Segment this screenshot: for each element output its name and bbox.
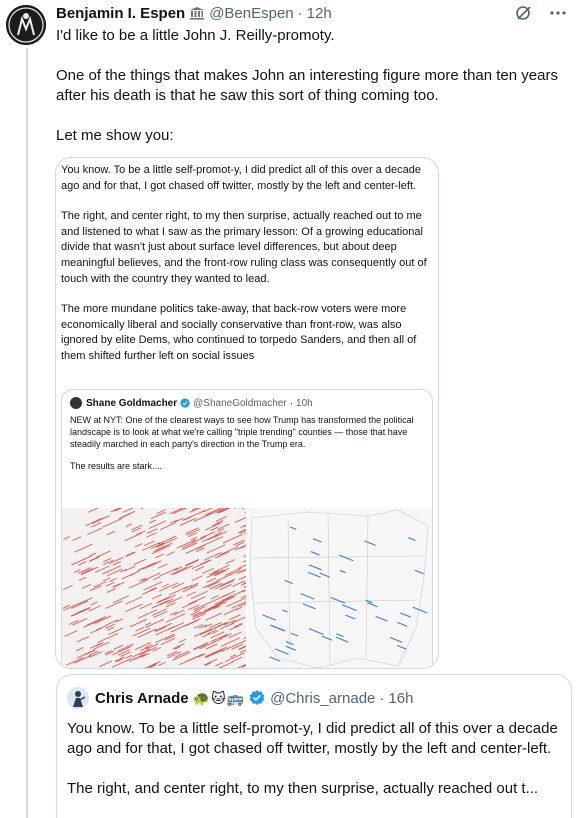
thread-connector-line bbox=[26, 48, 28, 818]
map-arrow bbox=[71, 601, 88, 608]
map-arrow bbox=[79, 598, 92, 604]
map-arrow bbox=[63, 585, 73, 589]
map-arrow bbox=[236, 542, 244, 546]
map-arrow bbox=[107, 627, 113, 630]
map-arrow bbox=[186, 560, 199, 566]
map-arrow bbox=[129, 579, 148, 588]
map-arrow bbox=[99, 661, 112, 667]
map-arrow bbox=[143, 573, 160, 581]
map-arrow bbox=[235, 515, 246, 523]
screenshot-text bbox=[61, 163, 433, 380]
map-arrow bbox=[205, 649, 222, 657]
embedded-tweet-header bbox=[70, 397, 313, 409]
map-arrow bbox=[149, 520, 155, 523]
map-arrow bbox=[215, 662, 223, 665]
author-avatar[interactable] bbox=[6, 5, 46, 45]
map-arrow bbox=[132, 528, 142, 532]
quoted-separator: · bbox=[379, 689, 385, 707]
map-arrow bbox=[216, 516, 226, 521]
embedded-tweet bbox=[61, 389, 433, 669]
government-building-icon bbox=[189, 6, 205, 20]
map-arrow bbox=[397, 622, 407, 626]
map-arrow bbox=[106, 582, 114, 586]
map-arrow bbox=[390, 637, 402, 642]
map-arrow bbox=[160, 523, 176, 530]
map-arrow bbox=[346, 615, 355, 619]
map-arrow bbox=[192, 536, 206, 542]
post-paragraph: One of the things that makes John an interesting figure more than ten years after his death is that he saw this sort of thing coming too. bbox=[56, 67, 558, 104]
map-arrow bbox=[121, 652, 131, 656]
map-arrow bbox=[244, 550, 246, 557]
map-arrow bbox=[376, 616, 388, 621]
map-arrow bbox=[207, 537, 215, 540]
map-arrow bbox=[96, 625, 107, 630]
map-arrow bbox=[194, 624, 203, 628]
map-arrow bbox=[301, 594, 315, 599]
quoted-author-avatar[interactable] bbox=[67, 687, 89, 709]
map-arrow bbox=[144, 541, 155, 546]
map-arrow bbox=[275, 649, 288, 654]
map-arrow bbox=[125, 552, 135, 557]
post-timestamp[interactable]: 12h bbox=[306, 4, 332, 22]
map-arrow bbox=[240, 567, 246, 572]
map-arrow bbox=[290, 527, 296, 529]
map-arrow bbox=[65, 631, 78, 637]
map-arrow bbox=[158, 662, 166, 665]
map-arrow bbox=[141, 508, 155, 509]
map-arrow bbox=[188, 605, 199, 610]
map-arrow bbox=[224, 609, 238, 615]
map-arrow bbox=[229, 632, 242, 638]
map-arrow bbox=[308, 572, 321, 577]
embedded-author-handle: @ShaneGoldmacher bbox=[193, 397, 287, 409]
map-arrow bbox=[130, 619, 147, 627]
map-arrow bbox=[191, 591, 208, 599]
map-arrow bbox=[145, 661, 161, 668]
embedded-author-name: Shane Goldmacher bbox=[86, 397, 178, 409]
map-arrow bbox=[78, 562, 86, 566]
map-arrow bbox=[107, 569, 122, 576]
quoted-tweet[interactable] bbox=[56, 674, 572, 818]
map-arrow bbox=[167, 552, 175, 556]
map-arrow bbox=[155, 634, 174, 643]
map-arrow bbox=[186, 592, 195, 596]
name-emoji: 🐢🐱🚌 bbox=[192, 689, 246, 706]
map-arrow bbox=[173, 644, 185, 649]
map-arrow bbox=[202, 568, 213, 573]
map-arrow bbox=[195, 567, 204, 571]
header-separator: · bbox=[297, 4, 303, 22]
map-arrow bbox=[75, 544, 93, 552]
republican-trend-map bbox=[62, 508, 246, 669]
map-arrow bbox=[229, 615, 241, 620]
map-arrow bbox=[162, 584, 169, 587]
map-arrow bbox=[114, 645, 123, 649]
map-arrow bbox=[234, 623, 243, 627]
quoted-paragraph: You know. To be a little self-promot-y, I did predict all of this over a decade ago and for that, I got chased off twitter, mostly by the left and center-left. bbox=[67, 720, 558, 757]
map-arrow bbox=[192, 576, 202, 581]
verified-badge-icon[interactable] bbox=[248, 689, 266, 707]
map-arrow bbox=[232, 581, 245, 587]
post-header bbox=[56, 2, 568, 24]
map-arrow bbox=[153, 577, 159, 580]
map-arrow bbox=[90, 558, 98, 561]
author-handle[interactable]: @BenEspen bbox=[209, 4, 294, 22]
map-arrow bbox=[92, 516, 109, 524]
screenshot-paragraph: You know. To be a little self-promot-y, I did predict all of this over a decade ago and for that, I got chased off twitter, mostly by the left and center-left. bbox=[61, 164, 421, 192]
embedded-paragraph: The results are stark.... bbox=[70, 461, 163, 471]
map-arrow bbox=[211, 595, 218, 598]
map-arrow bbox=[206, 613, 222, 620]
map-arrow bbox=[158, 536, 176, 544]
map-arrow bbox=[152, 595, 161, 599]
post-text bbox=[56, 26, 568, 146]
map-arrow bbox=[73, 537, 81, 541]
map-arrow bbox=[125, 597, 142, 605]
post-paragraph: I'd like to be a little John J. Reilly-promoty. bbox=[56, 27, 335, 44]
map-arrow bbox=[400, 613, 411, 617]
map-arrow bbox=[74, 570, 80, 573]
map-arrow bbox=[243, 557, 246, 562]
map-arrow bbox=[145, 619, 164, 628]
map-arrow bbox=[134, 559, 146, 564]
map-arrow bbox=[221, 638, 240, 647]
map-arrow bbox=[269, 657, 280, 661]
map-arrow bbox=[309, 565, 321, 570]
map-arrow bbox=[408, 538, 415, 541]
embedded-tweet-text bbox=[70, 414, 428, 482]
map-arrow bbox=[72, 608, 90, 616]
map-arrow bbox=[94, 616, 111, 624]
map-arrow bbox=[172, 652, 190, 660]
map-arrow bbox=[220, 547, 238, 555]
map-arrow bbox=[103, 518, 123, 527]
map-arrow bbox=[96, 551, 110, 557]
map-arrow bbox=[133, 628, 150, 636]
map-arrow bbox=[229, 626, 238, 630]
map-arrow bbox=[241, 593, 246, 598]
map-arrow bbox=[187, 654, 204, 662]
map-arrow bbox=[320, 573, 330, 577]
map-arrow bbox=[215, 552, 229, 558]
map-arrow bbox=[144, 582, 162, 590]
map-arrow bbox=[125, 566, 135, 571]
map-arrow bbox=[188, 597, 205, 605]
map-arrow bbox=[303, 604, 316, 609]
map-arrow bbox=[126, 524, 132, 527]
map-arrow bbox=[330, 597, 345, 603]
map-arrow bbox=[238, 660, 246, 668]
map-arrow bbox=[336, 637, 348, 642]
map-arrow bbox=[207, 578, 216, 582]
map-arrow bbox=[86, 518, 103, 526]
map-arrow bbox=[87, 528, 102, 535]
map-arrow bbox=[413, 607, 428, 613]
map-arrow bbox=[135, 544, 142, 547]
quoted-tweet-text bbox=[67, 719, 567, 799]
map-arrow bbox=[180, 518, 196, 525]
map-arrow bbox=[286, 646, 296, 650]
screenshot-paragraph: The more mundane politics take-away, that back-row voters were more economically liberal and socially conservative than front-row, was also ignored by elite Dems, who continued to torpedo Sanders, and then all of them shifted further left on social issues bbox=[61, 303, 417, 362]
author-name[interactable]: Benjamin I. Espen bbox=[56, 4, 186, 22]
map-arrow bbox=[118, 644, 134, 651]
map-arrow bbox=[129, 571, 139, 575]
map-arrow bbox=[340, 570, 346, 572]
map-arrow bbox=[77, 636, 89, 641]
verified-badge-icon bbox=[180, 398, 190, 408]
map-arrow bbox=[336, 634, 343, 637]
map-arrow bbox=[238, 563, 246, 568]
map-arrow bbox=[112, 659, 131, 668]
map-arrow bbox=[217, 662, 234, 669]
map-arrow bbox=[63, 536, 69, 539]
map-arrow bbox=[119, 514, 130, 519]
screenshot-paragraph: The right, and center right, to my then surprise, actually reached out to me and listened to what I saw as the primary lesson: Of a growing educational divide that wasn't just about surface level differences, but about deep meaningful believes, and the front-row ruling class was consequently out of touch with the country they wanted to lead. bbox=[61, 210, 427, 285]
quoted-author-name[interactable]: Chris Arnade bbox=[95, 689, 189, 707]
map-arrow bbox=[76, 648, 83, 651]
map-arrow bbox=[339, 555, 353, 561]
map-arrow bbox=[158, 564, 168, 568]
map-arrow bbox=[107, 588, 116, 592]
map-arrow bbox=[177, 540, 196, 549]
democrat-trend-map bbox=[248, 508, 433, 669]
map-arrow bbox=[221, 579, 235, 585]
map-arrow bbox=[78, 609, 86, 613]
map-arrow bbox=[131, 525, 142, 530]
map-arrow bbox=[194, 629, 211, 637]
map-arrow bbox=[365, 600, 372, 603]
map-arrow bbox=[74, 655, 91, 663]
map-arrow bbox=[138, 629, 156, 637]
map-arrow bbox=[172, 583, 184, 588]
map-arrow bbox=[179, 639, 186, 642]
map-arrow bbox=[66, 657, 84, 665]
map-arrow bbox=[367, 603, 377, 607]
map-arrow bbox=[244, 635, 246, 639]
map-arrow bbox=[103, 578, 110, 581]
state-outlines bbox=[250, 510, 428, 668]
map-arrow bbox=[313, 539, 322, 542]
map-arrow bbox=[225, 560, 234, 564]
quoted-timestamp[interactable]: 16h bbox=[388, 689, 414, 707]
map-arrow bbox=[205, 659, 218, 665]
map-arrow bbox=[87, 617, 107, 626]
map-arrow bbox=[263, 615, 276, 620]
map-arrow bbox=[342, 605, 356, 611]
embedded-paragraph: NEW at NYT: One of the clearest ways to see how Trump has transformed the political landscape is to look at what we're calling "triple trending" counties — those that have steadily marched in each party's direction in the Trump era. bbox=[70, 415, 414, 449]
post-paragraph: Let me show you: bbox=[56, 127, 174, 144]
map-arrow bbox=[97, 638, 108, 643]
map-arrow bbox=[148, 562, 160, 567]
more-options-icon[interactable] bbox=[548, 3, 568, 23]
map-arrow bbox=[155, 554, 164, 558]
map-arrow bbox=[155, 623, 172, 631]
map-arrow bbox=[242, 508, 246, 509]
quoted-paragraph: The right, and center right, to my then surprise, actually reached out t... bbox=[67, 780, 539, 797]
map-arrow bbox=[322, 636, 332, 640]
quoted-tweet-header bbox=[67, 687, 413, 709]
map-arrow bbox=[113, 584, 120, 587]
grok-icon[interactable] bbox=[514, 3, 534, 23]
map-arrow bbox=[364, 541, 375, 546]
post-image[interactable] bbox=[55, 157, 439, 669]
map-arrow bbox=[197, 510, 205, 513]
map-arrow bbox=[415, 570, 424, 573]
map-arrow bbox=[84, 650, 95, 655]
map-arrow bbox=[90, 553, 96, 556]
map-arrow bbox=[102, 566, 120, 574]
map-arrow bbox=[125, 604, 142, 612]
embedded-separator: · bbox=[289, 397, 294, 409]
map-arrow bbox=[240, 649, 246, 653]
embedded-author-avatar bbox=[70, 397, 82, 409]
map-arrow bbox=[89, 606, 101, 612]
map-arrow bbox=[211, 634, 228, 642]
map-arrow bbox=[123, 508, 139, 512]
map-arrow bbox=[107, 531, 115, 535]
map-arrow bbox=[79, 577, 86, 580]
map-arrow bbox=[156, 627, 175, 635]
quoted-author-handle[interactable]: @Chris_arnade bbox=[270, 689, 376, 707]
map-arrow bbox=[202, 634, 209, 637]
map-arrow bbox=[91, 602, 98, 605]
county-maps bbox=[62, 508, 433, 669]
map-arrow bbox=[202, 535, 218, 542]
map-arrow bbox=[282, 610, 287, 612]
map-arrow bbox=[185, 559, 199, 565]
map-arrow bbox=[110, 578, 117, 581]
map-arrow bbox=[83, 619, 102, 628]
map-arrow bbox=[207, 545, 226, 553]
map-arrow bbox=[191, 537, 198, 540]
map-arrow bbox=[270, 625, 284, 631]
map-arrow bbox=[82, 584, 91, 588]
map-arrow bbox=[166, 614, 185, 623]
map-arrow bbox=[137, 568, 143, 571]
map-arrow bbox=[309, 629, 323, 635]
map-arrow bbox=[136, 627, 144, 631]
map-arrow bbox=[397, 645, 406, 649]
map-arrow bbox=[173, 566, 193, 575]
map-arrow bbox=[170, 624, 188, 632]
map-arrow bbox=[126, 655, 132, 658]
map-arrow bbox=[136, 531, 145, 535]
map-arrow bbox=[311, 552, 320, 555]
map-arrow bbox=[205, 650, 223, 658]
embedded-timestamp: 10h bbox=[296, 397, 313, 409]
map-arrow bbox=[207, 581, 220, 587]
map-arrow bbox=[88, 508, 98, 512]
map-arrow bbox=[291, 633, 298, 636]
